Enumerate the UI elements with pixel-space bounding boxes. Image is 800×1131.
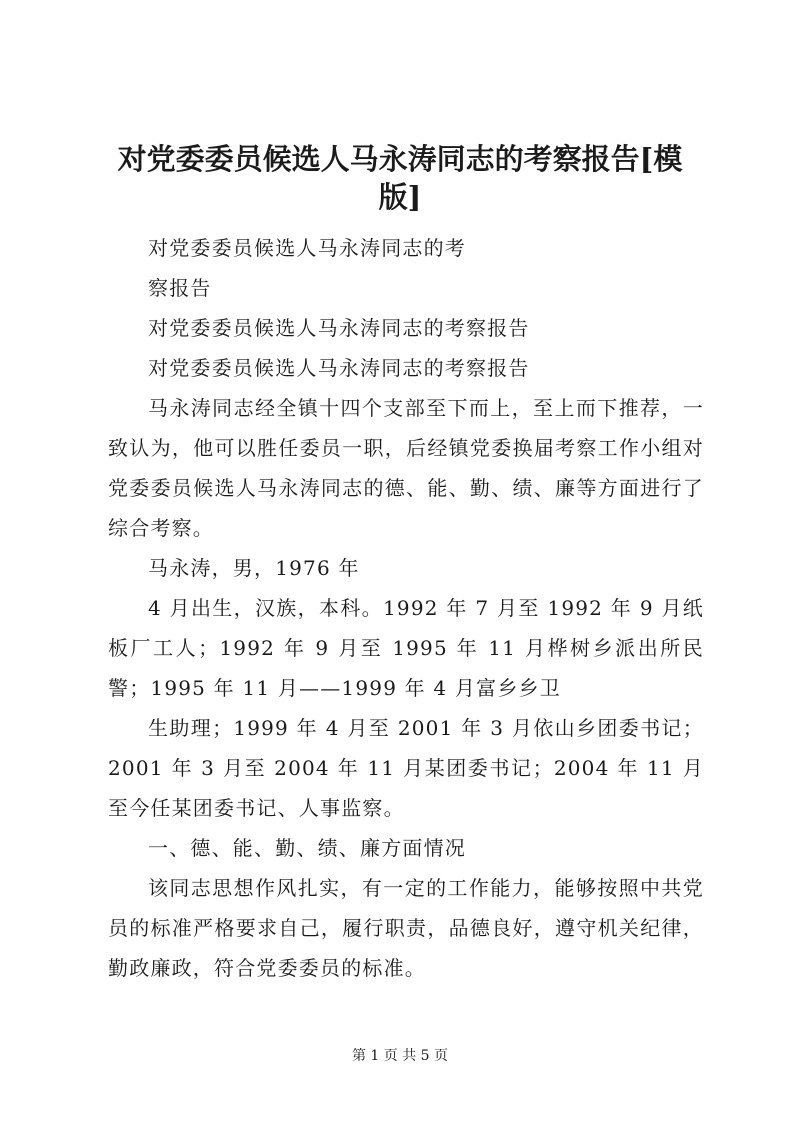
paragraph-4: 对党委委员候选人马永涛同志的考察报告 [148,356,530,380]
paragraph-10: 该同志思想作风扎实，有一定的工作能力，能够按照中共党员的标准严格要求自己，履行职责，品德良好，遵守机关纪律，勤政廉政，符合党委委员的标准。 [108,876,704,980]
paragraph-1: 对党委委员候选人马永涛同志的考 [148,236,466,260]
page-footer: 第 1 页 共 5 页 [351,1048,449,1064]
paragraph-2: 察报告 [148,276,212,300]
section-heading: 一、德、能、勤、绩、廉方面情况 [148,836,466,860]
paragraph-5: 马永涛同志经全镇十四个支部至下而上，至上而下推荐，一致认为，他可以胜任委员一职，后经镇党委换届考察工作小组对党委委员候选人马永涛同志的德、能、勤、绩、廉等方面进行了综合考察。 [108,396,704,540]
paragraph-7: 4 月出生，汉族，本科。1992 年 7 月至 1992 年 9 月纸板厂工人；1992 年 9 月至 1995 年 11 月桦树乡派出所民警；1995 年 11 月——1999 年 4 月富乡乡卫 [108,596,704,700]
paragraph-8: 生助理；1999 年 4 月至 2001 年 3 月依山乡团委书记；2001 年 3 月至 2004 年 11 月某团委书记；2004 年 11 月至今任某团委书记、人事监察。 [108,716,704,820]
paragraph-3: 对党委委员候选人马永涛同志的考察报告 [148,316,530,340]
document-title: 对党委委员候选人马永涛同志的考察报告[模版] [117,142,683,214]
document-body [108,228,704,988]
paragraph-6: 马永涛，男，1976 年 [148,556,360,580]
